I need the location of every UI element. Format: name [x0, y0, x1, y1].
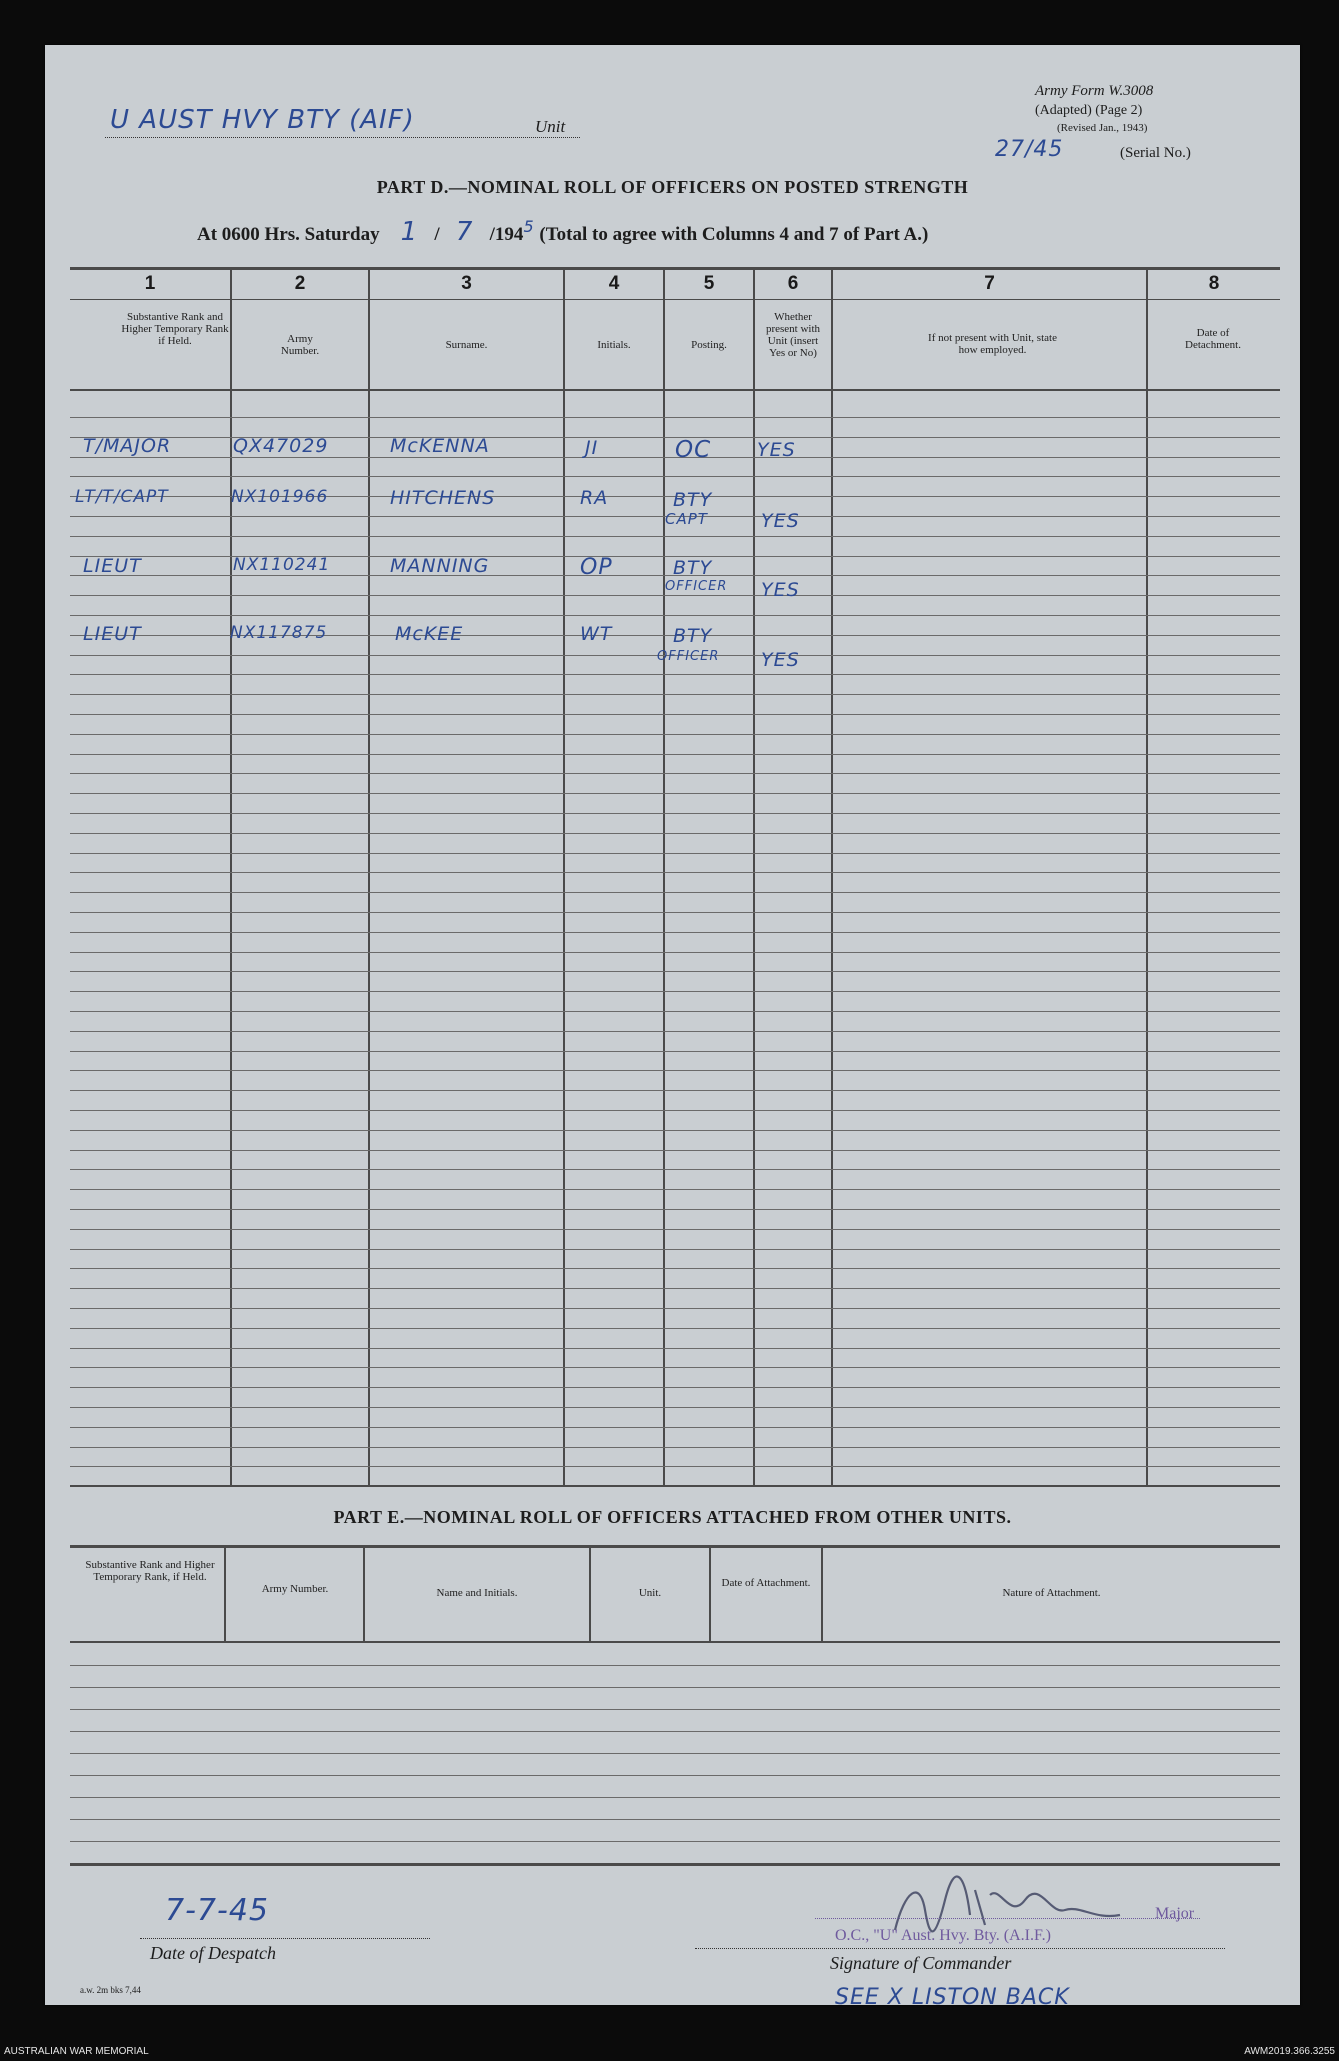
serial-handwritten: 27/45	[995, 137, 1064, 162]
form-adapted: (Adapted) (Page 2)	[1035, 103, 1143, 118]
date-day: 1	[400, 217, 419, 247]
col-header-posting: Posting.	[691, 339, 727, 351]
row1-surname: McKENNA	[390, 435, 490, 457]
ruled-line	[70, 1288, 1280, 1289]
col-header-employed: If not present with Unit, state how employed.	[928, 332, 1057, 356]
col-divider	[753, 267, 755, 1487]
ruled-line	[70, 536, 1280, 537]
ruled-line	[70, 615, 1280, 616]
e-ruled-line	[70, 1687, 1280, 1688]
e-col-header-army-number: Army Number.	[261, 1583, 329, 1595]
colnum-divider	[70, 299, 1280, 300]
col-number-3: 3	[461, 273, 472, 294]
col-header-detachment: Date of Detachment.	[1185, 327, 1241, 351]
ruled-line	[70, 1130, 1280, 1131]
despatch-underline	[140, 1938, 430, 1940]
ruled-line	[70, 952, 1280, 953]
ruled-line	[70, 971, 1280, 972]
print-code: a.w. 2m bks 7,44	[80, 1985, 141, 1995]
signature-underline	[815, 1918, 1200, 1920]
ruled-line	[70, 1249, 1280, 1250]
ruled-line	[70, 1090, 1280, 1091]
col-number-4: 4	[608, 273, 620, 294]
ruled-line	[70, 1427, 1280, 1428]
date-month: 7	[455, 217, 474, 247]
ruled-line	[70, 1229, 1280, 1230]
ruled-line	[70, 1169, 1280, 1170]
ruled-line	[70, 734, 1280, 735]
ruled-line	[70, 476, 1280, 477]
row2-initials: RA	[580, 487, 609, 509]
row3-initials: OP	[580, 555, 613, 580]
signature-label: Signature of Commander	[830, 1953, 1012, 1973]
date-suffix: (Total to agree with Columns 4 and 7 of Part A.)	[539, 224, 929, 245]
e-ruled-line	[70, 1775, 1280, 1776]
ruled-line	[70, 1407, 1280, 1408]
col-divider	[1146, 267, 1148, 1487]
row4-posting: BTY	[673, 625, 713, 647]
date-line: At 0600 Hrs. Saturday 1 / 7 $/194^5$ (Total to agree with Columns 4 and 7 of Part A.)	[197, 217, 929, 247]
col-number-6: 6	[787, 273, 799, 294]
ruled-line	[70, 813, 1280, 814]
part-d-title: PART D.—NOMINAL ROLL OF OFFICERS ON POSTED STRENGTH	[376, 177, 969, 197]
col-divider	[831, 267, 833, 1487]
form-name: Army Form W.3008	[1035, 83, 1154, 99]
ruled-line	[70, 872, 1280, 873]
ruled-line	[70, 694, 1280, 695]
row2-posting2: CAPT	[665, 510, 708, 528]
col-number-5: 5	[703, 273, 715, 294]
e-ruled-line	[70, 1841, 1280, 1842]
col-number-7: 7	[984, 273, 995, 294]
col-header-surname: Surname.	[445, 339, 488, 351]
ruled-line	[70, 793, 1280, 794]
e-header-divider	[70, 1641, 1280, 1643]
ruled-line	[70, 1367, 1280, 1368]
ruled-line	[70, 1051, 1280, 1052]
ruled-line	[70, 674, 1280, 675]
row1-present: YES	[757, 439, 796, 461]
row4-posting2: OFFICER	[657, 649, 720, 664]
ruled-line	[70, 773, 1280, 774]
row2-present: YES	[761, 510, 800, 532]
row3-posting: BTY	[673, 557, 713, 579]
serial-label: (Serial No.)	[1120, 145, 1191, 161]
row1-posting: OC	[675, 437, 712, 463]
unit-label: Unit	[535, 117, 566, 136]
archive-label-right: AWM2019.366.3255	[1244, 2046, 1335, 2057]
ruled-line	[70, 1268, 1280, 1269]
unit-handwritten: U AUST HVY BTY (AIF)	[110, 105, 415, 135]
row2-surname: HITCHENS	[390, 487, 496, 509]
ruled-line	[70, 1308, 1280, 1309]
row4-rank: LIEUT	[83, 623, 142, 645]
e-ruled-line	[70, 1709, 1280, 1710]
ruled-line	[70, 1466, 1280, 1467]
table-top-border	[70, 267, 1280, 270]
row4-number: NX117875	[230, 623, 328, 643]
ruled-line	[70, 892, 1280, 893]
date-prefix: At 0600 Hrs. Saturday	[197, 224, 380, 245]
ruled-line	[70, 1011, 1280, 1012]
ruled-line	[70, 991, 1280, 992]
row3-surname: MANNING	[390, 555, 490, 577]
e-table-bottom-border	[70, 1863, 1280, 1866]
col-divider	[368, 267, 370, 1487]
date-year-prefix: /194	[489, 224, 524, 245]
e-ruled-line	[70, 1665, 1280, 1666]
e-col-divider	[224, 1545, 226, 1641]
row4-surname: McKEE	[395, 623, 464, 645]
col-header-initials: Initials.	[597, 339, 631, 351]
ruled-line	[70, 833, 1280, 834]
ruled-line	[70, 1150, 1280, 1151]
ruled-line	[70, 1328, 1280, 1329]
major-label: Major	[1155, 1905, 1195, 1922]
e-col-header-name: Name and Initials.	[436, 1587, 518, 1599]
row4-initials: WT	[580, 623, 613, 645]
row1-initials: JI	[585, 437, 599, 459]
col-divider	[563, 267, 565, 1487]
row1-number: QX47029	[233, 435, 329, 457]
e-ruled-line	[70, 1753, 1280, 1754]
form-revised: (Revised Jan., 1943)	[1057, 122, 1148, 134]
despatch-label: Date of Despatch	[150, 1943, 276, 1963]
col-header-present: Whether present with Unit (insert Yes or No)	[765, 311, 821, 359]
ruled-line	[70, 754, 1280, 755]
table-bottom-border	[70, 1485, 1280, 1487]
e-col-header-date: Date of Attachment.	[721, 1577, 811, 1589]
ruled-line	[70, 912, 1280, 913]
ruled-line	[70, 932, 1280, 933]
col-header-rank: Substantive Rank and Higher Temporary Rank if Held.	[121, 311, 229, 347]
e-ruled-line	[70, 1819, 1280, 1820]
ruled-line	[70, 595, 1280, 596]
ruled-line	[70, 1348, 1280, 1349]
e-col-header-nature: Nature of Attachment.	[1002, 1587, 1101, 1599]
row1-rank: T/MAJOR	[83, 435, 172, 457]
e-col-divider	[709, 1545, 711, 1641]
ruled-line	[70, 1387, 1280, 1388]
e-col-header-unit: Unit.	[638, 1587, 662, 1599]
e-ruled-line	[70, 1731, 1280, 1732]
row3-number: NX110241	[233, 555, 331, 575]
col-number-8: 8	[1208, 273, 1220, 294]
ruled-line	[70, 1209, 1280, 1210]
signature-line	[695, 1948, 1225, 1950]
unit-underline	[105, 137, 580, 139]
col-number-2: 2	[294, 273, 306, 294]
row2-rank: LT/T/CAPT	[75, 487, 169, 507]
col-divider	[230, 267, 232, 1487]
e-table-top-border	[70, 1545, 1280, 1548]
e-col-header-rank: Substantive Rank and Higher Temporary Rank, if Held.	[85, 1559, 215, 1583]
ruled-line	[70, 1447, 1280, 1448]
row3-rank: LIEUT	[83, 555, 142, 577]
ruled-line	[70, 417, 1280, 418]
header-divider	[70, 389, 1280, 391]
despatch-date-hand: 7-7-45	[165, 1893, 269, 1928]
ruled-line	[70, 714, 1280, 715]
archive-label-left: AUSTRALIAN WAR MEMORIAL	[4, 2046, 149, 2057]
row3-present: YES	[761, 579, 800, 601]
col-header-army-number: Army Number.	[280, 333, 320, 357]
oc-stamp: O.C., "U" Aust. Hvy. Bty. (A.I.F.)	[835, 1927, 1051, 1944]
col-number-1: 1	[144, 273, 156, 294]
row3-posting2: OFFICER	[665, 579, 728, 594]
see-note: SEE X LISTON BACK	[835, 1985, 1070, 2010]
ruled-line	[70, 1070, 1280, 1071]
col-divider	[663, 267, 665, 1487]
e-ruled-line	[70, 1797, 1280, 1798]
row4-present: YES	[761, 649, 800, 671]
row2-posting: BTY	[673, 489, 713, 511]
ruled-line	[70, 1110, 1280, 1111]
date-year-hand: 5	[523, 217, 535, 236]
ruled-line	[70, 1189, 1280, 1190]
part-e-title: PART E.—NOMINAL ROLL OF OFFICERS ATTACHED FROM OTHER UNITS.	[333, 1507, 1012, 1527]
ruled-line	[70, 853, 1280, 854]
row2-number: NX101966	[231, 487, 329, 507]
form-page	[45, 45, 1300, 2010]
ruled-line	[70, 1031, 1280, 1032]
